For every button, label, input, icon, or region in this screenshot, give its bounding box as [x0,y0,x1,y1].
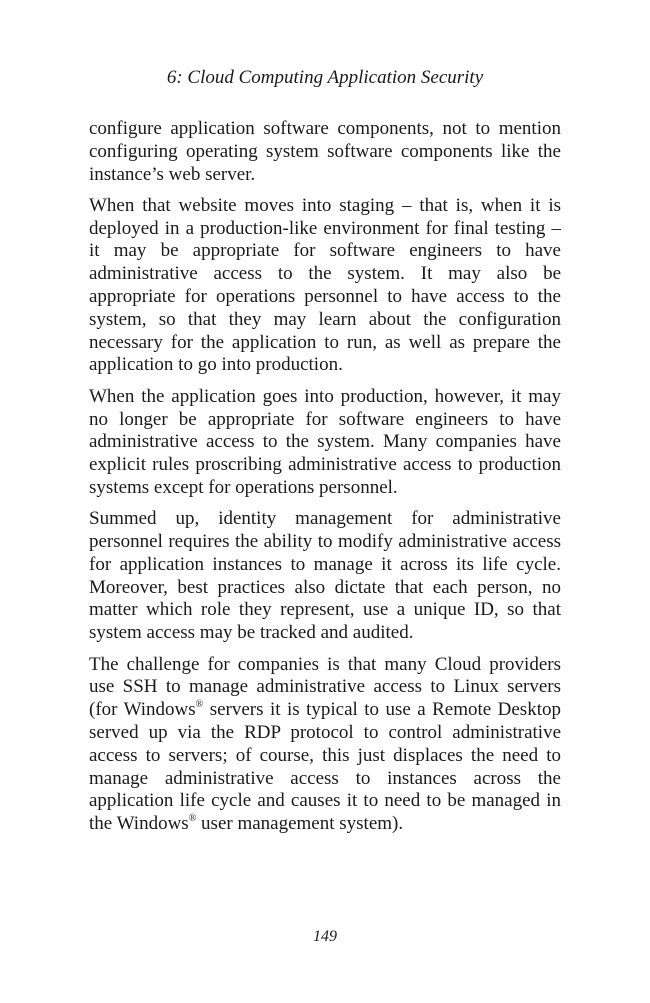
paragraph-5 [89,654,561,836]
paragraph-5-part-1: The challenge for companies is that many Cloud providers use SSH to manage administrative access to Linux servers (for Windows [89,653,561,721]
page-number: 149 [313,928,337,945]
paragraph-3: When the application goes into production, however, it may no longer be appropriate for software engineers to have administrative access to the system. Many companies have explicit rules proscribing administrative access to production systems except for operations personnel. [89,385,561,498]
registered-mark: ® [188,812,197,824]
registered-mark: ® [195,698,204,710]
body-text [89,118,561,844]
running-head: 6: Cloud Computing Application Security [166,67,484,88]
paragraph-2: When that website moves into staging – that is, when it is deployed in a production-like environment for final testing – it may be appropriate for software engineers to have administrative access to the system. It may also be appropriate for operations personnel to have access to the system, so that they may learn about the configuration necessary for the application to run, as well as prepare the application to go into production. [89,194,561,376]
paragraph-5-part-2: servers it is typical to use a Remote Desktop served up via the RDP protocol to control administrative access to servers; of course, this just displaces the need to manage administrative access to instances across the application life cycle and causes it to need to be managed in the Windows [89,699,561,835]
paragraph-5-part-3: user management system). [196,813,404,835]
paragraph-4: Summed up, identity management for administrative personnel requires the ability to modify administrative access for application instances to manage it across its life cycle. Moreover, best practices also dictate that each person, no matter which role they represent, use a unique ID, so that system access may be tracked and audited. [89,508,561,644]
paragraph-1: configure application software components, not to mention configuring operating system software components like the instance’s web server. [89,118,561,185]
